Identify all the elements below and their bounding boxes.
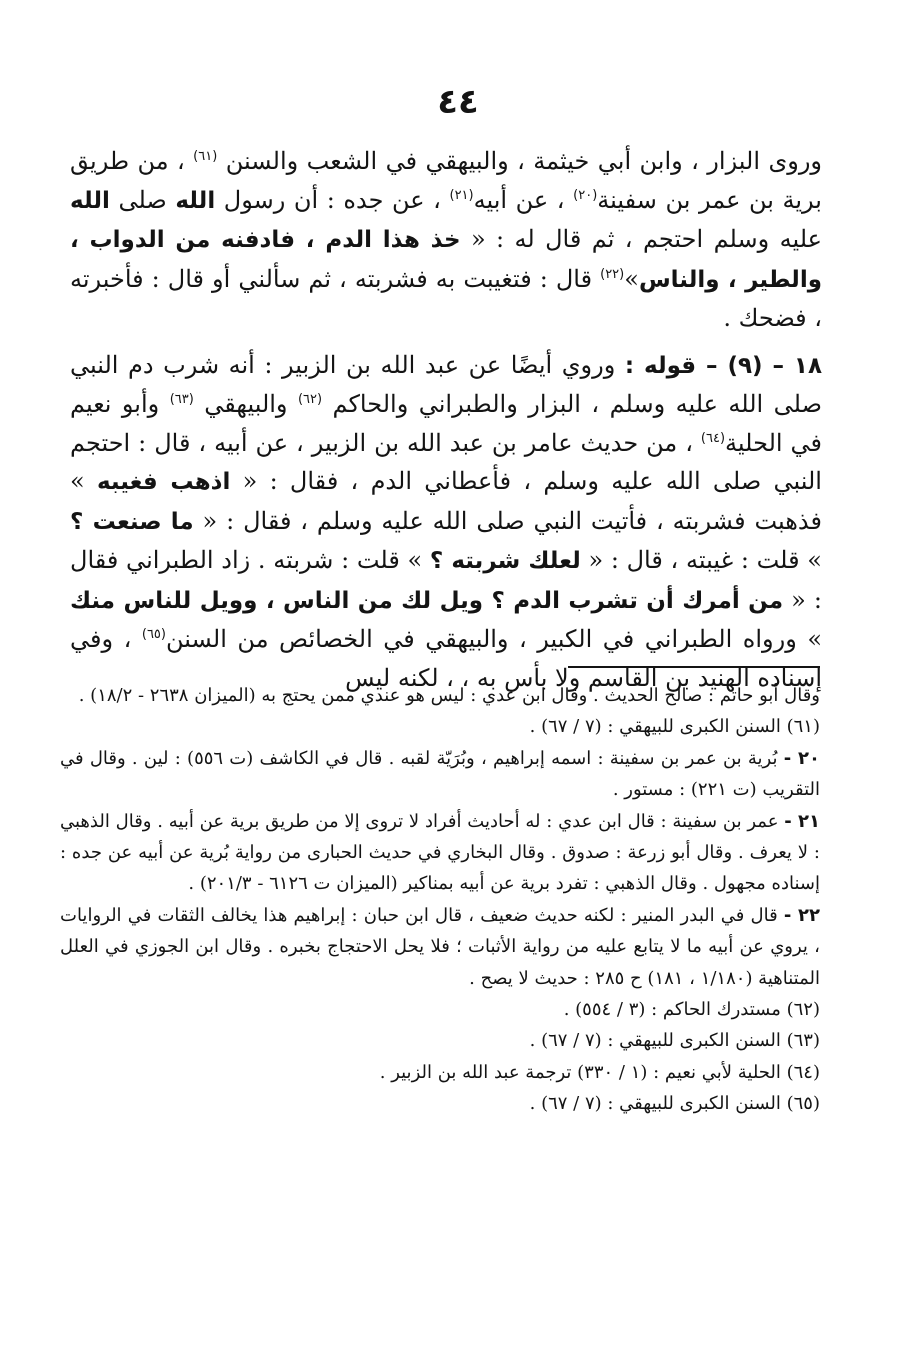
footnotes — [60, 680, 820, 1120]
page-number: ٤٤ — [437, 82, 479, 122]
text-segment: والبيهقي — [204, 390, 288, 418]
text-segment: وأبو نعيم في الحلية — [70, 390, 822, 457]
footnote-item: ٢٠ - بُرية بن عمر بن سفينة : اسمه إبراهيم ، وبُرَيّة لقبه . قال في الكاشف (ت ٥٥٦) : لين . وقال في التقريب (ت ٢٢١) : مستور . — [60, 747, 820, 801]
footnote-ref: (٦١) — [193, 149, 218, 164]
text-segment: قال : فتغيبت به فشربته ، ثم سألني أو قال : فأخبرته ، فضحك . — [70, 264, 822, 332]
footnote-item: ٢١ - عمر بن سفينة : قال ابن عدي : له أحاديث أفراد لا تروى إلا من طريق برية عن أبيه . وقال الذهبي : لا يعرف . وقال أبو زرعة : صدوق . وقال البخاري في حديث الحبارى من رواية بُرية عن أبيه عن جده : إسناده مجهول . وقال الذهبي : تفرد برية عن أبيه بمناكير (الميزان ت ٦١٢٦ - ٢٠١/٣) . — [60, 810, 820, 895]
hadith-quote: من أمرك أن تشرب الدم ؟ ويل لك من الناس ، وويل للناس منك — [70, 587, 784, 614]
text-segment: عليه وسلم احتجم ، ثم قال له : « — [470, 225, 822, 253]
footnote-ref: (٦٥) — [141, 627, 166, 642]
bold-segment: الله — [70, 187, 110, 214]
text-segment: وروى البزار ، وابن أبي خيثمة ، والبيهقي في الشعب والسنن — [225, 147, 822, 175]
hadith-quote: ما صنعت ؟ — [70, 508, 194, 535]
text-segment: ، وفي إسناده الهنيد بن القاسم ولا بأس به ، ، لكنه ليس — [70, 625, 822, 692]
footnote-item: ٢٢ - قال في البدر المنير : لكنه حديث ضعيف ، قال ابن حبان : إبراهيم هذا يخالف الثقات في الروايات ، يروي عن أبيه ما لا يتابع عليه من رواية الأثبات ؛ فلا يحل الاحتجاج بخبره . وقال ابن الجوزي في العلل المتناهية (١/١٨٠ ، ١٨١) ح ٢٨٥ : حديث لا يصح . — [60, 904, 820, 989]
footnote-item: (٦٢) مستدرك الحاكم : (٣ / ٥٥٤) . — [563, 999, 820, 1021]
footnote-ref: (٢١) — [449, 187, 474, 203]
item-heading: ١٨ – (٩) – قوله : — [624, 352, 822, 379]
text-segment: صلى — [118, 185, 167, 214]
footnote-ref: (٦٤) — [700, 430, 726, 446]
paragraph-item-18 — [70, 346, 822, 698]
footnote-item: (٦١) السنن الكبرى للبيهقي : (٧ / ٦٧) . — [529, 716, 820, 738]
bold-segment: الله — [175, 187, 216, 214]
footnote-ref: (٢٢) — [600, 266, 625, 282]
text-segment: وروي أيضًا عن عبد الله بن الزبير : أنه شرب دم النبي صلى الله عليه وسلم ، البزار والطبراني والحاكم — [70, 350, 822, 418]
hadith-quote: خذ هذا الدم ، فادفنه من الدواب ، والطير ، والناس — [70, 227, 822, 293]
text-segment: ، عن جده : أن رسول — [223, 185, 441, 214]
text-segment: » قلت : غيبته ، قال : « — [588, 546, 822, 574]
text-segment: » — [624, 264, 639, 293]
footnote-item: وقال أبو حاتم : صالح الحديث . وقال ابن عدي : ليس هو عندي ممن يحتج به (الميزان ٢٦٣٨ - ١٨/٢) . — [78, 685, 820, 706]
text-segment: » ورواه الطبراني في الكبير ، والبيهقي في الخصائص من السنن — [166, 625, 822, 653]
main-text — [70, 142, 822, 697]
footnote-ref: (٦٣) — [169, 392, 194, 407]
text-segment: » فذهبت فشربته ، فأتيت النبي صلى الله عليه وسلم ، فقال : « — [70, 467, 822, 535]
hadith-quote: اذهب فغيبه — [96, 469, 231, 495]
text-segment: ، من طريق برية بن عمر بن سفينة — [70, 147, 822, 214]
footnote-item: (٦٥) السنن الكبرى للبيهقي : (٧ / ٦٧) . — [529, 1093, 820, 1115]
footnote-separator — [568, 666, 820, 668]
footnote-ref: (٦٢) — [297, 392, 323, 407]
footnote-item: (٦٤) الحلية لأبي نعيم : (١ / ٣٣٠) ترجمة عبد الله بن الزبير . — [379, 1061, 820, 1083]
hadith-quote: لعلك شربته ؟ — [429, 548, 581, 574]
paragraph-hadith-burayya — [70, 142, 822, 338]
footnote-item: (٦٣) السنن الكبرى للبيهقي : (٧ / ٦٧) . — [529, 1030, 820, 1052]
text-segment: ، عن أبيه — [473, 185, 565, 214]
text-segment: ، من حديث عامر بن عبد الله بن الزبير ، عن أبيه ، قال : احتجم النبي صلى الله عليه وسلم ، فأعطاني الدم ، فقال : « — [70, 428, 822, 495]
text-segment: » قلت : شربته . زاد الطبراني فقال : « — [70, 546, 822, 614]
footnote-ref: (٢٠) — [573, 187, 598, 203]
